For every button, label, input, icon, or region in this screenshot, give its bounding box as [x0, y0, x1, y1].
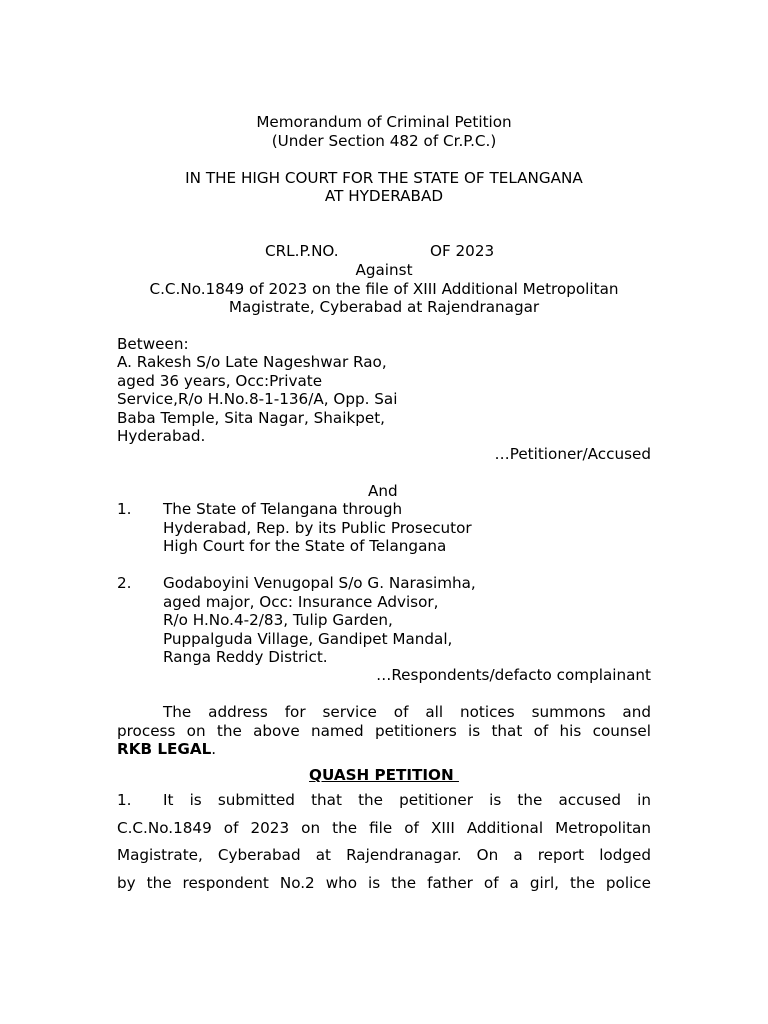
respondent-role: …Respondents/defacto complainant [376, 666, 651, 684]
memorandum-title: Memorandum of Criminal Petition [256, 113, 512, 131]
address-line-1: The address for service of all notices summons and [163, 703, 651, 721]
quash-petition-heading [117, 766, 651, 784]
respondent-2-line: R/o H.No.4-2/83, Tulip Garden, [163, 611, 393, 629]
paragraph-1-line: by the respondent No.2 who is the father of a girl, the police [117, 874, 651, 892]
crl-petition-number-label: CRL.P.NO. [265, 242, 339, 260]
against-label: Against [355, 261, 413, 279]
respondent-1-line: Hyderabad, Rep. by its Public Prosecutor [163, 519, 472, 537]
petitioner-line: Baba Temple, Sita Nagar, Shaikpet, [117, 409, 386, 427]
petitioner-line: Hyderabad. [117, 427, 206, 445]
quash-petition-heading-text: QUASH PETITION [309, 766, 459, 784]
respondent-2-number: 2. [117, 574, 132, 592]
respondent-2-line: Godaboyini Venugopal S/o G. Narasimha, [163, 574, 476, 592]
respondent-2-line: Puppalguda Village, Gandipet Mandal, [163, 630, 453, 648]
petitioner-line: Service,R/o H.No.8-1-136/A, Opp. Sai [117, 390, 398, 408]
cc-reference-line-1: C.C.No.1849 of 2023 on the file of XIII Additional Metropolitan [149, 280, 619, 298]
between-label: Between: [117, 335, 189, 353]
cc-reference-line-2: Magistrate, Cyberabad at Rajendranagar [228, 298, 540, 316]
paragraph-1-line: Magistrate, Cyberabad at Rajendranagar. On a report lodged [117, 846, 651, 864]
petitioner-line: A. Rakesh S/o Late Nageshwar Rao, [117, 353, 387, 371]
respondent-1-number: 1. [117, 500, 132, 518]
court-name: IN THE HIGH COURT FOR THE STATE OF TELANGANA [185, 169, 583, 187]
paragraph-1-line: C.C.No.1849 of 2023 on the file of XIII Additional Metropolitan [117, 819, 651, 837]
respondent-2-line: Ranga Reddy District. [163, 648, 328, 666]
respondent-1-line: The State of Telangana through [163, 500, 403, 518]
address-line-3 [117, 740, 651, 758]
petitioner-line: aged 36 years, Occ:Private [117, 372, 323, 390]
paragraph-1-line: It is submitted that the petitioner is the accused in [163, 791, 651, 809]
petitioner-role: …Petitioner/Accused [494, 445, 651, 463]
respondent-2-line: aged major, Occ: Insurance Advisor, [163, 593, 439, 611]
counsel-name: RKB LEGAL [117, 740, 212, 758]
and-label: And [368, 482, 398, 500]
section-subtitle: (Under Section 482 of Cr.P.C.) [271, 132, 497, 150]
respondent-1-line: High Court for the State of Telangana [163, 537, 447, 555]
court-location: AT HYDERABAD [324, 187, 444, 205]
address-period: . [211, 740, 217, 758]
address-line-2: process on the above named petitioners is that of his counsel [117, 722, 651, 740]
petition-year: OF 2023 [430, 242, 495, 260]
paragraph-1-number: 1. [117, 791, 132, 809]
